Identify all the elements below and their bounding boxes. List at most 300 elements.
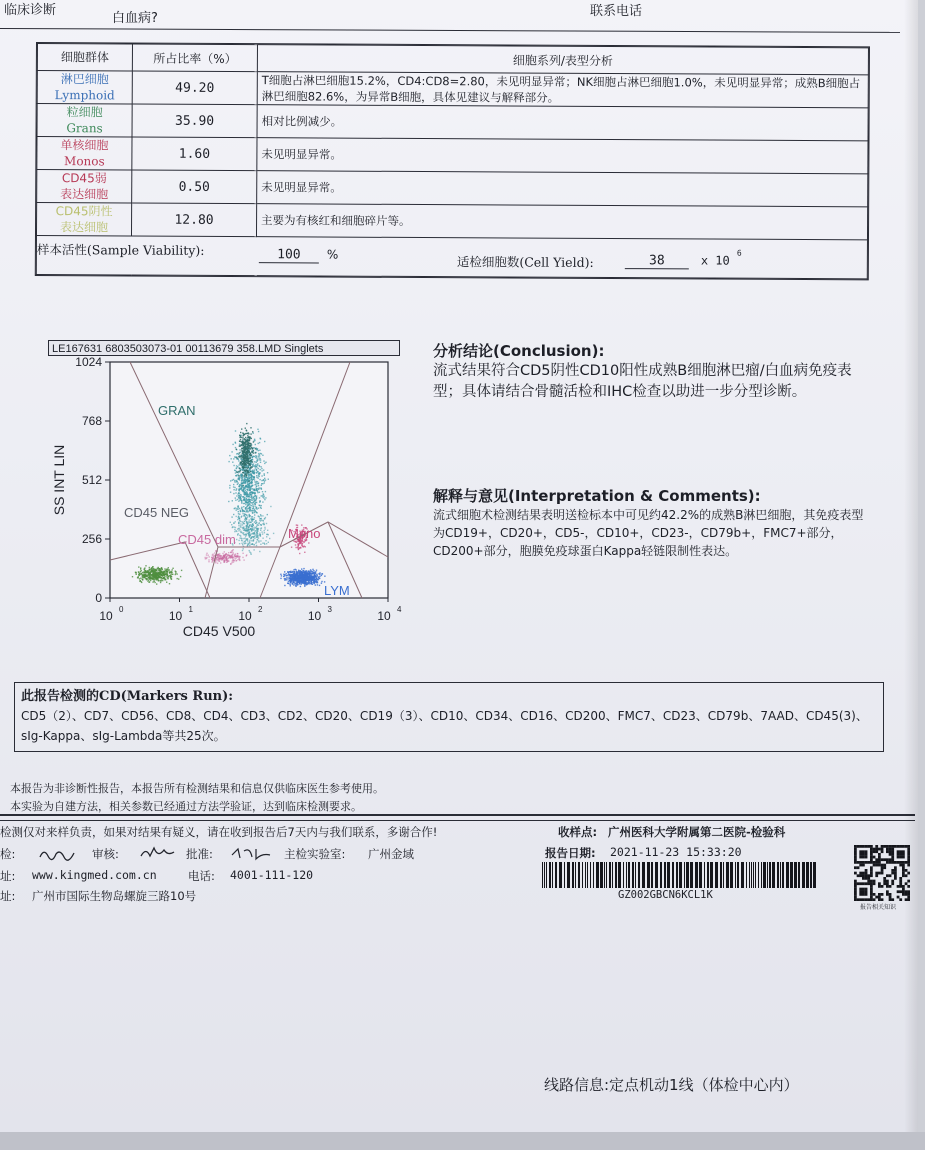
viability-label: 样本活性(Sample Viability): xyxy=(36,242,205,258)
event-dot xyxy=(138,574,139,575)
event-dot xyxy=(243,532,244,533)
event-dot xyxy=(228,560,229,561)
event-dot xyxy=(144,572,145,573)
qr-module xyxy=(854,845,857,848)
event-dot xyxy=(142,577,143,578)
report-date-label: 报告日期: xyxy=(545,846,596,860)
qr-module xyxy=(891,898,894,901)
event-dot xyxy=(305,582,306,583)
event-dot xyxy=(249,508,250,509)
event-dot xyxy=(246,448,247,449)
event-dot xyxy=(145,565,146,566)
event-dot xyxy=(259,466,260,467)
event-dot xyxy=(249,540,250,541)
event-dot xyxy=(290,585,291,586)
event-dot xyxy=(248,433,249,434)
event-dot xyxy=(313,583,314,584)
event-dot xyxy=(259,502,260,503)
event-dot xyxy=(228,501,229,502)
diagnosis-label: 临床诊断 xyxy=(4,3,57,18)
event-dot xyxy=(248,485,249,486)
event-dot xyxy=(252,475,253,476)
col-header-group: 细胞群体 xyxy=(37,44,132,71)
event-dot xyxy=(308,542,309,543)
event-dot xyxy=(245,490,246,491)
event-dot xyxy=(253,529,254,530)
event-dot xyxy=(166,582,167,583)
event-dot xyxy=(241,500,242,501)
event-dot xyxy=(250,522,251,523)
gate-label-gran: GRAN xyxy=(158,403,196,418)
event-dot xyxy=(251,519,252,520)
event-dot xyxy=(268,479,269,480)
event-dot xyxy=(231,562,232,563)
event-dot xyxy=(256,502,257,503)
event-dot xyxy=(245,469,246,470)
qr-module xyxy=(891,869,894,872)
event-dot xyxy=(148,574,149,575)
population-analysis: 主要为有核红和细胞碎片等。 xyxy=(256,204,867,240)
event-dot xyxy=(258,525,259,526)
event-dot xyxy=(237,484,238,485)
flow-cytometry-plot xyxy=(40,340,410,640)
event-dot xyxy=(317,584,318,585)
event-dot xyxy=(132,576,133,577)
event-dot xyxy=(150,573,151,574)
event-dot xyxy=(258,468,259,469)
event-dot xyxy=(263,460,264,461)
event-dot xyxy=(236,539,237,540)
barcode-bar xyxy=(782,862,784,888)
event-dot xyxy=(261,508,262,509)
event-dot xyxy=(233,514,234,515)
event-dot xyxy=(254,544,255,545)
qr-module xyxy=(867,882,870,885)
event-dot xyxy=(254,469,255,470)
event-dot xyxy=(232,462,233,463)
event-dot xyxy=(261,505,262,506)
event-dot xyxy=(319,576,320,577)
qr-module xyxy=(881,848,884,851)
event-dot xyxy=(292,579,293,580)
event-dot xyxy=(251,467,252,468)
qr-module xyxy=(889,848,892,851)
event-dot xyxy=(253,441,254,442)
event-dot xyxy=(312,584,313,585)
event-dot xyxy=(236,516,237,517)
event-dot xyxy=(257,483,258,484)
event-dot xyxy=(243,491,244,492)
event-dot xyxy=(245,479,246,480)
qr-module xyxy=(870,845,873,848)
event-dot xyxy=(244,450,245,451)
event-dot xyxy=(309,573,310,574)
qr-module xyxy=(873,882,876,885)
event-dot xyxy=(252,461,253,462)
barcode-bar xyxy=(761,862,762,888)
population-name-en: Grans xyxy=(66,121,103,136)
event-dot xyxy=(240,531,241,532)
qr-module xyxy=(862,888,865,891)
event-dot xyxy=(261,466,262,467)
event-dot xyxy=(247,471,248,472)
event-dot xyxy=(160,580,161,581)
event-dot xyxy=(245,541,246,542)
barcode-bar xyxy=(695,862,698,888)
event-dot xyxy=(249,545,250,546)
barcode-bar xyxy=(587,862,588,888)
event-dot xyxy=(246,453,247,454)
event-dot xyxy=(261,470,262,471)
event-dot xyxy=(236,556,237,557)
event-dot xyxy=(242,544,243,545)
event-dot xyxy=(218,558,219,559)
barcode-bar xyxy=(549,862,551,888)
event-dot xyxy=(260,535,261,536)
event-dot xyxy=(209,556,210,557)
barcode-bar xyxy=(635,862,636,888)
event-dot xyxy=(139,578,140,579)
event-dot xyxy=(242,524,243,525)
event-dot xyxy=(267,514,268,515)
qr-module xyxy=(886,890,889,893)
event-dot xyxy=(258,431,259,432)
event-dot xyxy=(150,574,151,575)
barcode-bar xyxy=(667,862,670,888)
event-dot xyxy=(255,500,256,501)
event-dot xyxy=(154,581,155,582)
qr-module xyxy=(859,845,862,848)
event-dot xyxy=(297,571,298,572)
event-dot xyxy=(164,579,165,580)
event-dot xyxy=(256,472,257,473)
event-dot xyxy=(149,570,150,571)
receiver-value: 广州医科大学附属第二医院-检验科 xyxy=(608,825,786,839)
event-dot xyxy=(260,459,261,460)
event-dot xyxy=(248,487,249,488)
qr-module xyxy=(854,872,857,875)
event-dot xyxy=(249,493,250,494)
qr-module xyxy=(891,850,894,853)
event-dot xyxy=(170,574,171,575)
event-dot xyxy=(250,534,251,535)
barcode-bar xyxy=(780,862,781,888)
qr-module xyxy=(886,885,889,888)
examiner-label: 检: xyxy=(0,847,16,861)
qr-module xyxy=(857,861,860,864)
event-dot xyxy=(226,562,227,563)
event-dot xyxy=(240,485,241,486)
barcode-bar xyxy=(735,862,736,888)
event-dot xyxy=(244,457,245,458)
qr-module xyxy=(891,872,894,875)
qr-module xyxy=(894,866,897,869)
interpretation-title: 解释与意见(Interpretation & Comments): xyxy=(433,487,761,505)
event-dot xyxy=(285,579,286,580)
event-dot xyxy=(264,478,265,479)
event-dot xyxy=(234,480,235,481)
barcode-bar xyxy=(600,862,603,888)
event-dot xyxy=(244,494,245,495)
event-dot xyxy=(247,521,248,522)
event-dot xyxy=(249,519,250,520)
event-dot xyxy=(245,477,246,478)
event-dot xyxy=(301,582,302,583)
event-dot xyxy=(245,507,246,508)
event-dot xyxy=(251,452,252,453)
qr-module xyxy=(870,853,873,856)
barcode-bar xyxy=(593,862,594,888)
lab-value: 广州金域 xyxy=(368,847,414,861)
event-dot xyxy=(293,569,294,570)
event-dot xyxy=(256,485,257,486)
event-dot xyxy=(148,577,149,578)
event-dot xyxy=(236,457,237,458)
event-dot xyxy=(307,577,308,578)
event-dot xyxy=(248,445,249,446)
event-dot xyxy=(152,577,153,578)
qr-module xyxy=(899,861,902,864)
qr-module xyxy=(873,898,876,901)
event-dot xyxy=(253,549,254,550)
event-dot xyxy=(176,573,177,574)
event-dot xyxy=(267,534,268,535)
gate-label-lym: LYM xyxy=(324,583,350,598)
qr-module xyxy=(870,858,873,861)
event-dot xyxy=(245,428,246,429)
event-dot xyxy=(168,576,169,577)
population-ratio: 35.90 xyxy=(132,104,257,138)
qr-module xyxy=(881,898,884,901)
event-dot xyxy=(257,490,258,491)
barcode-bar xyxy=(755,862,756,888)
barcode-bar xyxy=(647,862,650,888)
event-dot xyxy=(238,533,239,534)
qr-module xyxy=(883,880,886,883)
qr-module xyxy=(899,864,902,867)
event-dot xyxy=(239,500,240,501)
population-name-en: 表达细胞 xyxy=(60,187,109,202)
event-dot xyxy=(233,493,234,494)
barcode-bar xyxy=(679,862,682,888)
qr-module xyxy=(899,880,902,883)
qr-module xyxy=(878,856,881,859)
event-dot xyxy=(240,523,241,524)
event-dot xyxy=(233,522,234,523)
event-dot xyxy=(229,485,230,486)
event-dot xyxy=(240,526,241,527)
event-dot xyxy=(233,552,234,553)
event-dot xyxy=(245,467,246,468)
footer-disclaimer: 检测仅对来样负责，如果对结果有疑义，请在收到报告后7天内与我们联系，多谢合作! xyxy=(0,825,438,839)
qr-module xyxy=(894,877,897,880)
event-dot xyxy=(239,529,240,530)
barcode-bar xyxy=(751,862,752,888)
event-dot xyxy=(248,527,249,528)
event-dot xyxy=(291,547,292,548)
qr-module xyxy=(875,858,878,861)
qr-module xyxy=(867,861,870,864)
event-dot xyxy=(252,464,253,465)
event-dot xyxy=(292,577,293,578)
event-dot xyxy=(262,515,263,516)
footer-note-2: 本实验为自建方法，相关参数已经通过方法学验证，达到临床检测要求。 xyxy=(10,800,362,813)
event-dot xyxy=(264,463,265,464)
event-dot xyxy=(280,574,281,575)
event-dot xyxy=(217,563,218,564)
event-dot xyxy=(238,492,239,493)
barcode-text: GZ002GBCN6KCL1K xyxy=(618,889,713,901)
barcode-bar xyxy=(542,862,543,888)
barcode-bar xyxy=(790,862,793,888)
event-dot xyxy=(259,455,260,456)
event-dot xyxy=(305,575,306,576)
event-dot xyxy=(251,536,252,537)
event-dot xyxy=(247,477,248,478)
event-dot xyxy=(255,527,256,528)
event-dot xyxy=(247,523,248,524)
event-dot xyxy=(313,570,314,571)
event-dot xyxy=(299,583,300,584)
event-dot xyxy=(253,452,254,453)
event-dot xyxy=(151,570,152,571)
event-dot xyxy=(251,477,252,478)
event-dot xyxy=(217,554,218,555)
event-dot xyxy=(254,505,255,506)
barcode-bar xyxy=(813,862,816,888)
barcode-bar xyxy=(638,862,640,888)
event-dot xyxy=(252,519,253,520)
event-dot xyxy=(301,545,302,546)
qr-module xyxy=(857,874,860,877)
event-dot xyxy=(243,528,244,529)
event-dot xyxy=(240,456,241,457)
population-ratio: 0.50 xyxy=(132,170,257,204)
event-dot xyxy=(258,537,259,538)
review-label: 审核: xyxy=(92,847,119,861)
qr-module xyxy=(862,872,865,875)
qr-module xyxy=(883,864,886,867)
event-dot xyxy=(288,581,289,582)
qr-module xyxy=(897,845,900,848)
event-dot xyxy=(238,507,239,508)
event-dot xyxy=(235,457,236,458)
event-dot xyxy=(155,572,156,573)
event-dot xyxy=(230,522,231,523)
event-dot xyxy=(237,534,238,535)
event-dot xyxy=(260,530,261,531)
event-dot xyxy=(253,508,254,509)
qr-module xyxy=(878,858,881,861)
event-dot xyxy=(247,516,248,517)
event-dot xyxy=(238,488,239,489)
qr-module xyxy=(891,880,894,883)
event-dot xyxy=(250,467,251,468)
qr-module xyxy=(889,853,892,856)
qr-module xyxy=(854,888,857,891)
qr-module xyxy=(886,861,889,864)
event-dot xyxy=(310,569,311,570)
event-dot xyxy=(243,506,244,507)
qr-module xyxy=(862,856,865,859)
footer-divider xyxy=(0,814,915,816)
qr-module xyxy=(873,856,876,859)
qr-module xyxy=(870,848,873,851)
event-dot xyxy=(298,545,299,546)
event-dot xyxy=(238,495,239,496)
event-dot xyxy=(172,568,173,569)
event-dot xyxy=(309,571,310,572)
event-dot xyxy=(245,530,246,531)
qr-module xyxy=(878,896,881,899)
event-dot xyxy=(260,438,261,439)
event-dot xyxy=(306,582,307,583)
barcode-bar xyxy=(798,862,800,888)
event-dot xyxy=(250,524,251,525)
event-dot xyxy=(247,437,248,438)
x-tick-label: 10 xyxy=(377,609,391,623)
event-dot xyxy=(258,523,259,524)
event-dot xyxy=(240,432,241,433)
diagnosis-value: 白血病? xyxy=(112,11,158,26)
event-dot xyxy=(245,442,246,443)
event-dot xyxy=(236,468,237,469)
event-dot xyxy=(244,438,245,439)
event-dot xyxy=(268,542,269,543)
event-dot xyxy=(249,461,250,462)
qr-module xyxy=(878,898,881,901)
event-dot xyxy=(251,495,252,496)
event-dot xyxy=(238,482,239,483)
qr-module xyxy=(875,864,878,867)
event-dot xyxy=(238,460,239,461)
event-dot xyxy=(255,495,256,496)
event-dot xyxy=(241,538,242,539)
event-dot xyxy=(312,573,313,574)
barcode-bar xyxy=(684,862,685,888)
event-dot xyxy=(241,516,242,517)
yield-label: 适检细胞数(Cell Yield): xyxy=(456,254,594,270)
event-dot xyxy=(255,483,256,484)
event-dot xyxy=(311,571,312,572)
barcode-bar xyxy=(672,862,674,888)
event-dot xyxy=(301,580,302,581)
barcode-bar xyxy=(559,862,562,888)
event-dot xyxy=(166,575,167,576)
event-dot xyxy=(299,553,300,554)
y-axis-label: SS INT LIN xyxy=(51,444,67,516)
event-dot xyxy=(175,571,176,572)
qr-module xyxy=(873,864,876,867)
event-dot xyxy=(265,479,266,480)
barcode-bar xyxy=(758,862,759,888)
event-dot xyxy=(238,475,239,476)
event-dot xyxy=(249,514,250,515)
population-analysis: 未见明显异常。 xyxy=(257,138,868,174)
report-date: 2021-11-23 15:33:20 xyxy=(610,845,742,859)
qr-module xyxy=(899,898,902,901)
barcode-bar xyxy=(585,862,586,888)
event-dot xyxy=(256,489,257,490)
event-dot xyxy=(236,509,237,510)
event-dot xyxy=(295,580,296,581)
event-dot xyxy=(244,521,245,522)
event-dot xyxy=(246,510,247,511)
qr-module xyxy=(886,850,889,853)
viability-unit: % xyxy=(326,247,339,262)
event-dot xyxy=(289,584,290,585)
event-dot xyxy=(312,571,313,572)
